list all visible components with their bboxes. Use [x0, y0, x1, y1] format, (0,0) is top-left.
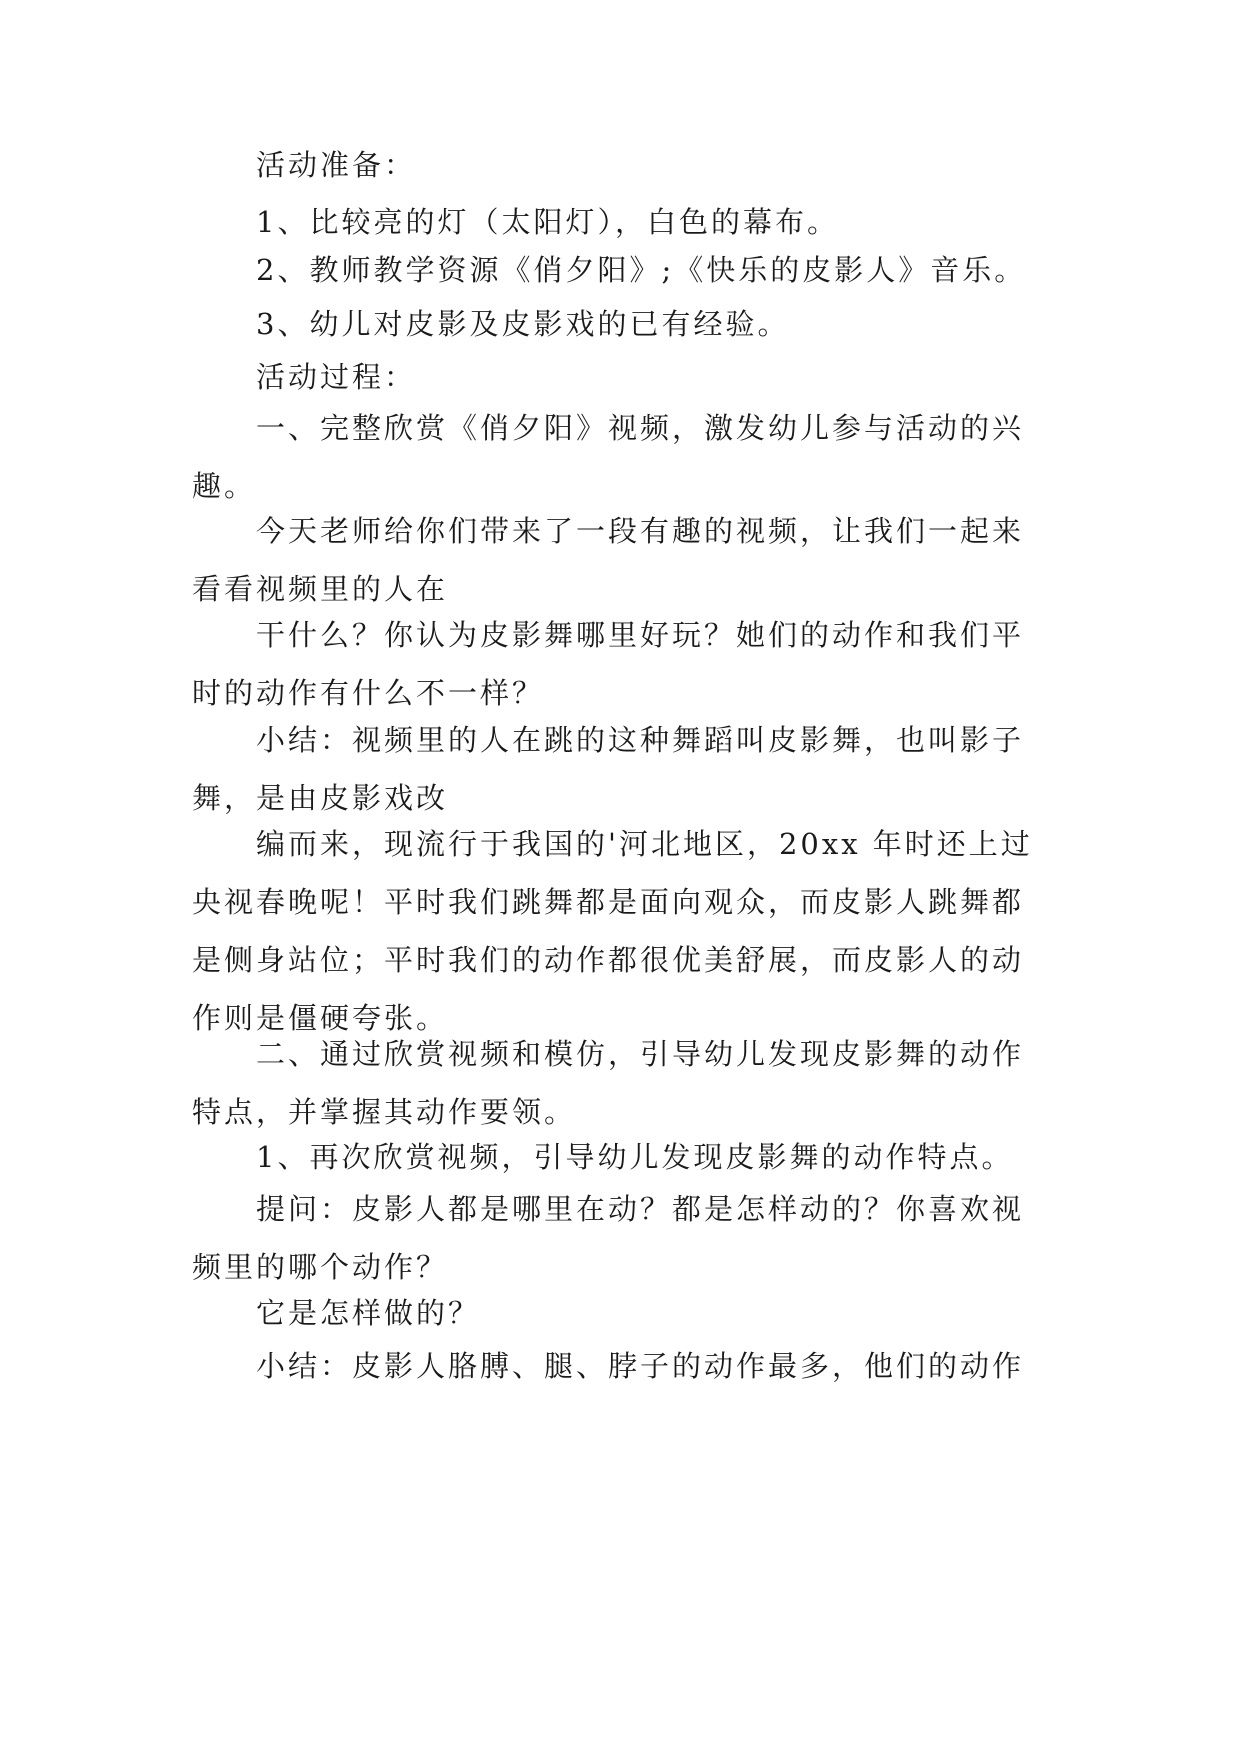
summary-paragraph-3: 小结：皮影人胳膊、腿、脖子的动作最多，他们的动作	[256, 1349, 1025, 1383]
question-text: 干什么？你认为皮影舞哪里好玩？她们的动作和我们平时的动作有什么不一样？	[192, 618, 1025, 710]
summary-paragraph-1: 小结：视频里的人在跳的这种舞蹈叫皮影舞，也叫影子舞，是由皮影戏改	[192, 723, 1025, 815]
question-paragraph: 提问：皮影人都是哪里在动？都是怎样动的？你喜欢视频里的哪个动作？	[192, 1192, 1025, 1284]
question-followup: 它是怎样做的？	[256, 1296, 481, 1330]
heading-activity-preparation: 活动准备：	[256, 148, 417, 182]
process-step-1: 一、完整欣赏《俏夕阳》视频，激发幼儿参与活动的兴趣。	[192, 411, 1025, 503]
summary-paragraph-2: 编而来，现流行于我国的'河北地区，20xx 年时还上过央视春晚呢！平时我们跳舞都是面向观众，而皮影人跳舞都是侧身站位；平时我们的动作都很优美舒展，而皮影人的动作则是僵硬夸张。	[192, 827, 1033, 1035]
preparation-item-1: 1、比较亮的灯（太阳灯），白色的幕布。	[256, 205, 839, 239]
heading-activity-process: 活动过程：	[256, 360, 417, 394]
preparation-item-3: 3、幼儿对皮影及皮影戏的已有经验。	[256, 307, 790, 341]
step-2-item-1: 1、再次欣赏视频，引导幼儿发现皮影舞的动作特点。	[256, 1140, 1014, 1174]
process-step-2: 二、通过欣赏视频和模仿，引导幼儿发现皮影舞的动作特点，并掌握其动作要领。	[192, 1037, 1025, 1129]
preparation-item-2: 2、教师教学资源《俏夕阳》;《快乐的皮影人》音乐。	[256, 253, 1027, 287]
teacher-intro-text: 今天老师给你们带来了一段有趣的视频，让我们一起来看看视频里的人在	[192, 514, 1025, 606]
